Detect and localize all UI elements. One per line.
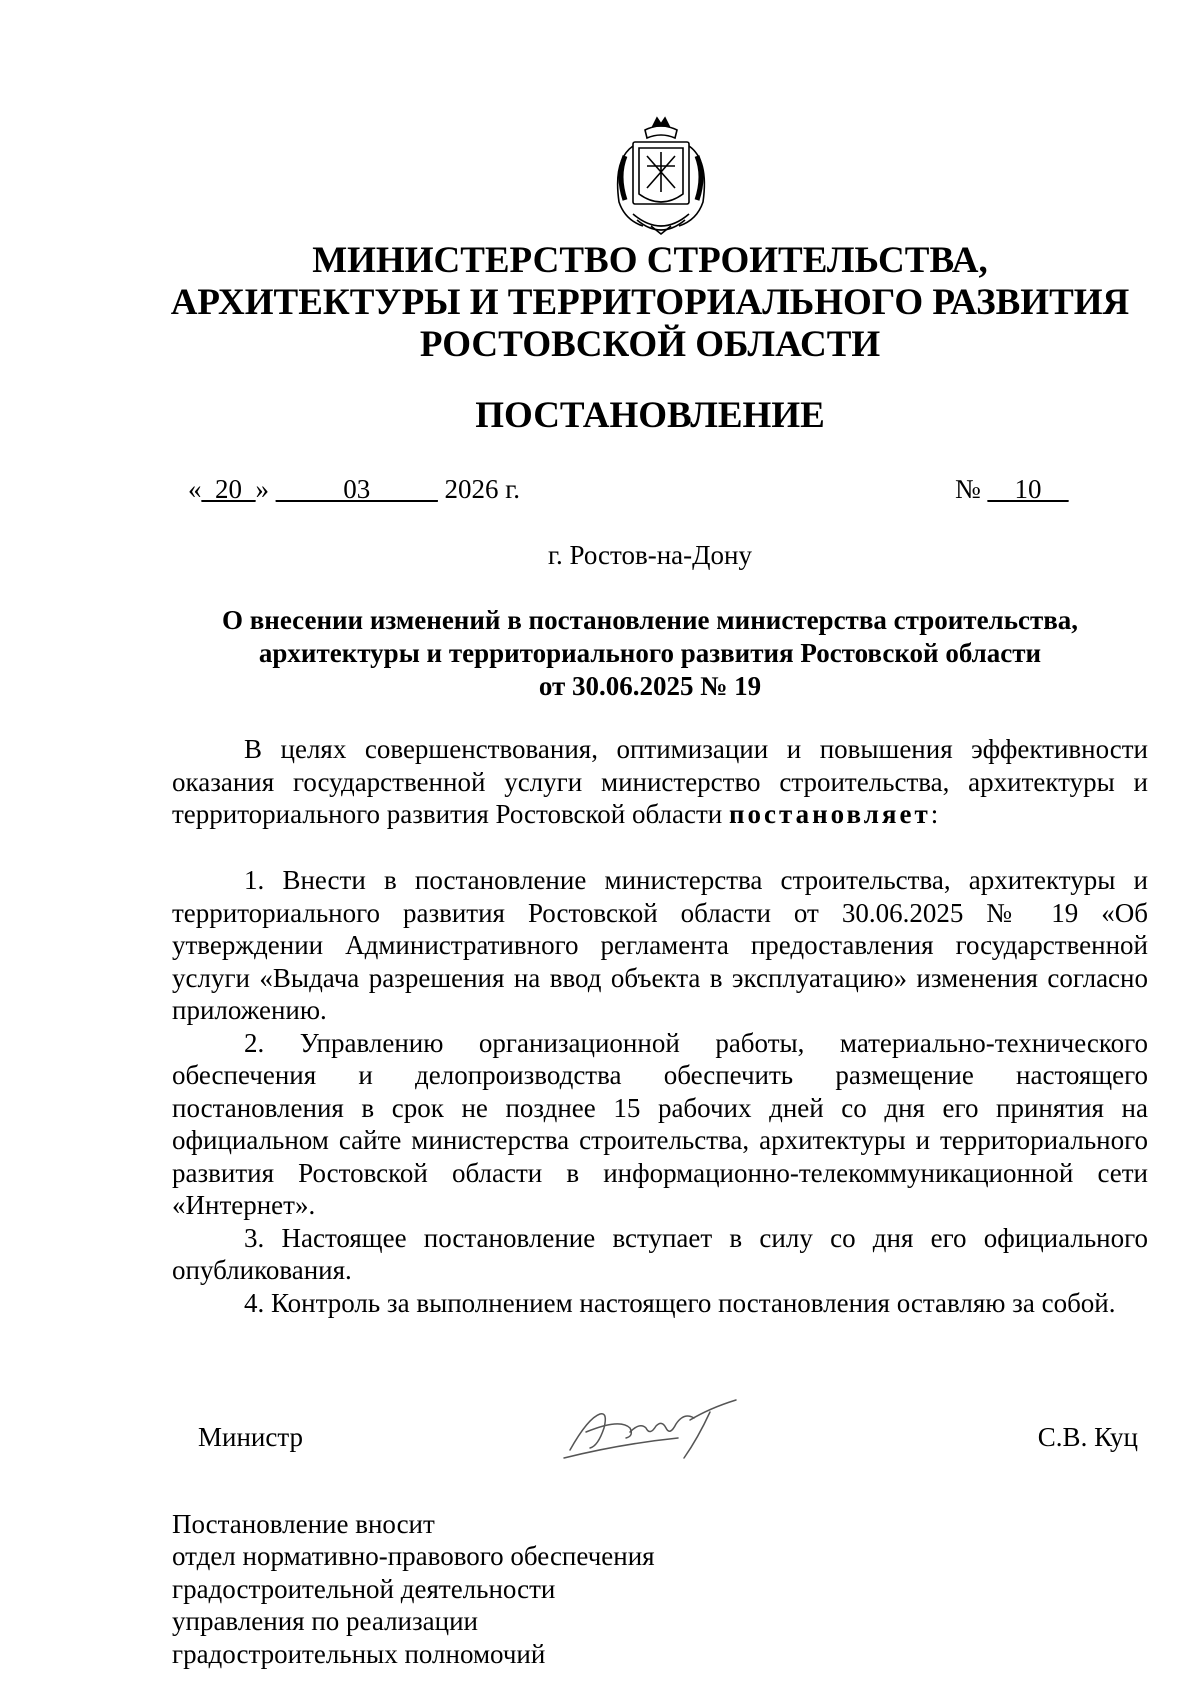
footer-line: градостроительной деятельности bbox=[172, 1573, 556, 1604]
point-4: 4. Контроль за выполнением настоящего постановления оставляю за собой. bbox=[244, 1287, 1116, 1318]
point-2: 2. Управлению организационной работы, материально-технического обеспечения и делопроизводства обеспечить размещение настоящего постановления в срок не позднее 15 рабочих дней со дня его принятия на официальном сайте министерства строительства, архитектуры и территориального развития Ростовской области в информационно-телекоммуникационной сети «Интернет». bbox=[172, 1027, 1148, 1220]
number-value: __10__ bbox=[987, 474, 1069, 504]
subject-line: О внесении изменений в постановление министерства строительства, bbox=[221, 605, 1079, 635]
ministry-line: МИНИСТЕРСТВО СТРОИТЕЛЬСТВА, bbox=[312, 240, 988, 281]
footer-line: отдел нормативно-правового обеспечения bbox=[172, 1541, 655, 1572]
date-day: _20_ bbox=[201, 474, 256, 504]
document-date bbox=[188, 472, 520, 506]
date-close-quote: » bbox=[255, 474, 269, 504]
footer-note bbox=[172, 1508, 655, 1670]
coat-of-arms-icon bbox=[603, 116, 720, 242]
ministry-title bbox=[150, 240, 1150, 366]
preamble-verb: постановляет bbox=[728, 799, 931, 829]
number-sign: № bbox=[955, 474, 981, 504]
ministry-line: АРХИТЕКТУРЫ И ТЕРРИТОРИАЛЬНОГО РАЗВИТИЯ bbox=[170, 282, 1130, 323]
footer-line: Постановление вносит bbox=[172, 1509, 435, 1539]
resolution-points bbox=[172, 864, 1148, 1319]
point-3: 3. Настоящее постановление вступает в силу со дня его официального опубликования. bbox=[172, 1222, 1148, 1285]
subject-line: от 30.06.2025 № 19 bbox=[538, 671, 762, 701]
footer-line: градостроительных полномочий bbox=[172, 1638, 546, 1669]
document-type: ПОСТАНОВЛЕНИЕ bbox=[475, 395, 825, 436]
document-subject bbox=[150, 604, 1150, 703]
date-open-quote: « bbox=[188, 474, 202, 504]
city: г. Ростов-на-Дону bbox=[547, 540, 752, 570]
date-month: _____03_____ bbox=[275, 474, 438, 504]
point-1: 1. Внести в постановление министерства строительства, архитектуры и территориального развития Ростовской области от 30.06.2025 № 19 «Об утверждении Административного регламента предоставления государственной услуги «Выдача разрешения на ввод объекта в эксплуатацию» изменения согласно приложению. bbox=[172, 865, 1148, 1025]
preamble-text: В целях совершенствования, оптимизации и повышения эффективности оказания государственной услуги министерство строительства, архитектуры и территориального развития Ростовской области bbox=[172, 734, 1148, 829]
footer-line: управления по реализации bbox=[172, 1606, 479, 1637]
preamble-end: : bbox=[930, 799, 939, 829]
ministry-line: РОСТОВСКОЙ ОБЛАСТИ bbox=[419, 324, 881, 365]
preamble bbox=[172, 733, 1148, 831]
handwritten-signature bbox=[560, 1388, 760, 1468]
signatory-position: Министр bbox=[198, 1422, 303, 1452]
date-year: 2026 г. bbox=[444, 474, 521, 504]
signatory-name: С.В. Куц bbox=[1037, 1422, 1138, 1452]
preamble-paragraph bbox=[172, 733, 1148, 831]
document-number bbox=[955, 472, 1069, 506]
subject-line: архитектуры и территориального развития Ростовской области bbox=[258, 638, 1042, 668]
